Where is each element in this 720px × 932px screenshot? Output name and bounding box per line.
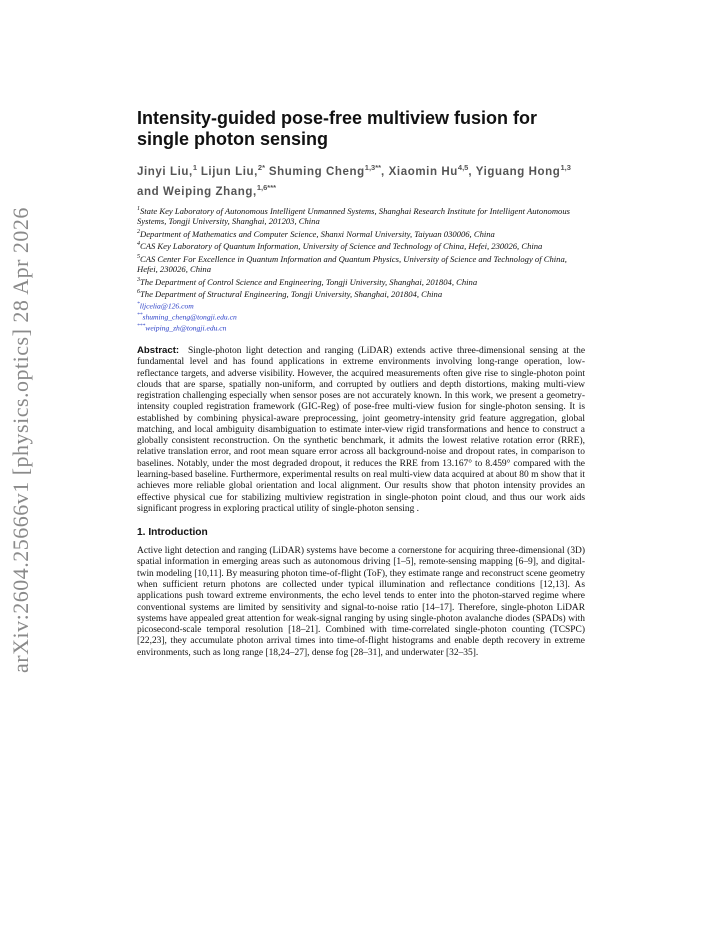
paper-page	[137, 108, 585, 659]
section-body-text: Active light detection and ranging (LiDAR) systems have become a cornerstone for acquiring three-dimensional (3D) spatial information in emerging areas such as autonomous driving [1–5], remote-sensing mapping [6–9], and digital-twin modeling [10,11]. By measuring photon time-of-flight (ToF), they estimate range and reconstruct scene geometry when sufficient return photons are collected under typical illumination and reflectance conditions [12,13]. As applications push toward extreme environments, the echo level tends to enter into the photon-starved regime where conventional systems are limited by sensitivity and signal-to-noise ratio [14–17]. Therefore, single-photon LiDAR systems have appealed great attention for weak-signal ranging by using single-photon avalanche diodes (SPADs) with picosecond-scale temporal resolution [18–21]. Combined with time-correlated single-photon counting (TCSPC) [22,23], they accumulate photon arrival times into time-of-flight histograms and enable depth recovery in extreme environments, such as long range [18,24–27], dense fog [28–31], and underwater [32–35].	[137, 546, 585, 658]
arxiv-identifier-stamp: arXiv:2604.25666v1 [physics.optics] 28 Apr 2026	[8, 207, 33, 673]
author-name: , Xiaomin Hu	[381, 165, 458, 178]
affiliation: $^2$Department of Mathematics and Computer Science, Shanxi Normal University, Taiyuan 030006, China	[137, 228, 495, 239]
affiliation: $^4$CAS Key Laboratory of Quantum Information, University of Science and Technology of China, Hefei, 230026, China	[137, 241, 543, 252]
abstract-text: Single-photon light detection and ranging (LiDAR) extends active three-dimensional sensing at the fundamental level and has found applications in extreme environments involving long-range operation, low-reflectance targets, and adverse visibility. However, the acquired measurements often give rise to single-photon point clouds that are sparse, spatially non-uniform, and corrupted by outliers and depth distortions, making multi-view registration challenging especially when sensor poses are not accurately known. In this work, we present a geometry-intensity coupled registration framework (GIC-Reg) of pose-free multi-view fusion for single-photon sensing. It is established by combining physical-aware preprocessing, joint geometry-intensity grid feature aggregation, global matching, and local ambiguity disambiguation to estimate inter-view rigid transformations and hence to construct a globally consistent reconstruction. On the synthetic benchmark, it admits the lowest relative rotation error (RRE), relative translation error, and root mean square error across all background-noise and dropout rates, in comparison to baselines. Notably, under the most degraded dropout, it reduces the RRE from 13.167° to 8.459° compared with the learning-based baseline. Furthermore, experimental results on real multi-view data acquired at about 80 m show that it achieves more reliable global orientation and local alignment. Our results show that photon intensity provides an effective physical cue for stabilizing multiview registration in single-photon point cloud, and thus our work aids significant progress in exploring practical utility of single-photon sensing .	[137, 345, 586, 514]
author-name: , Yiguang Hong	[468, 165, 561, 178]
author-name: Jinyi Liu,	[137, 165, 193, 178]
affiliation: $^6$The Department of Structural Engineering, Tongji University, Shanghai, 201804, China	[137, 288, 443, 299]
affiliation-list	[137, 204, 585, 300]
author-affiliation-mark: 1,6***	[256, 182, 277, 192]
paper-title: Intensity-guided pose-free multiview fusion for single photon sensing	[137, 108, 538, 149]
author-list	[137, 160, 585, 200]
email-link[interactable]: *lljcelia@126.com	[137, 300, 194, 311]
author-affiliation-mark: 2*	[257, 163, 266, 172]
author-affiliation-mark: 1	[192, 163, 198, 172]
section-heading: 1. Introduction	[137, 527, 208, 539]
abstract-label: Abstract:	[137, 344, 180, 356]
author-affiliation-mark: 1,3	[560, 163, 571, 172]
email-link[interactable]: ***weiping_zh@tongji.edu.cn	[137, 322, 227, 333]
affiliation: $^3$The Department of Control Science and Engineering, Tongji University, Shanghai, 201804, China	[137, 276, 478, 287]
author-name: and Weiping Zhang,	[137, 185, 257, 198]
email-list	[137, 300, 585, 333]
author-affiliation-mark: 1,3**	[364, 163, 382, 172]
affiliation: $^1$State Key Laboratory of Autonomous Intelligent Unmanned Systems, Shanghai Research Institute for Intelligent Autonomous Systems, Tongji University, Shanghai, 201203, China	[137, 205, 570, 227]
author-name: Shuming Cheng	[268, 165, 365, 178]
affiliation: $^5$CAS Center For Excellence in Quantum Information and Quantum Physics, University of Science and Technology of China, Hefei, 230026, China	[137, 253, 567, 275]
abstract	[137, 345, 585, 515]
author-affiliation-mark: 4,5	[457, 163, 469, 172]
author-name: Lijun Liu,	[200, 165, 258, 178]
email-link[interactable]: **shuming_cheng@tongji.edu.cn	[137, 311, 237, 322]
